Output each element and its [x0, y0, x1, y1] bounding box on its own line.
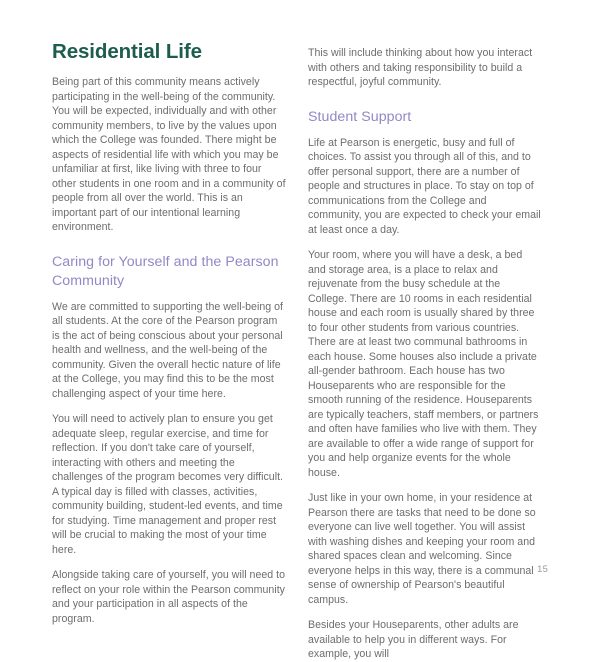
paragraph: Just like in your own home, in your residence at Pearson there are tasks that need to be done so everyone can live well together. You will assist with washing dishes and keeping your room and shared spaces clean and welcoming. Since everyone helps in this way, there is a communal sense of ownership of Pearson's beautiful campus.	[308, 492, 536, 606]
right-column	[308, 40, 542, 660]
paragraph: Alongside taking care of yourself, you will need to reflect on your role within the Pearson community and your participation in all aspects of the program.	[52, 569, 286, 625]
paragraph: Life at Pearson is energetic, busy and full of choices. To assist you through all of this, and to offer personal support, there are a number of people and structures in place. To stay on top of communications from the College and community, you are expected to check your email at least once a day.	[308, 136, 541, 236]
paragraph: Your room, where you will have a desk, a bed and storage area, is a place to relax and rejuvenate from the busy schedule at the College. There are 10 rooms in each residential house and each room is usually shared by three to four other students from various countries. There are at least two communal bathrooms in each house. Some houses also include a private all-gender bathroom. Each house has two Houseparents who are responsible for the smooth running of the residence. Houseparents are typically teachers, staff members, or partners and often have families who live with them. They are available to offer a wide range of support for you and help organize events for the whole house.	[308, 249, 539, 479]
section-heading-student-support: Student Support	[308, 108, 412, 125]
paragraph: Besides your Houseparents, other adults are available to help you in different ways. For example, you will	[308, 619, 519, 660]
section-heading-caring-for-yourself: Caring for Yourself and the Pearson Community	[52, 253, 279, 289]
paragraph: Being part of this community means actively participating in the well-being of the community. You will be expected, individually and with other community members, to live by the values upon which the College was founded. There might be aspects of residential life with which you may be unfamiliar at first, like living with three to four other students in one room and in a community of people from all over the world. This is an important part of our intentional learning environment.	[52, 76, 286, 233]
page-title: Residential Life	[52, 40, 202, 63]
paragraph: We are committed to supporting the well-being of all students. At the core of the Pearson program is the act of being conscious about your personal health and wellness, and the well-being of the community. Given the overall hectic nature of life at the College, you may find this to be the most challenging aspect of your time here.	[52, 300, 284, 400]
paragraph: You will need to actively plan to ensure you get adequate sleep, regular exercise, and time for reflection. If you don't take care of yourself, interacting with others and meeting the challenges of the program becomes very difficult. A typical day is filled with classes, activities, community building, student-led events, and time for studying. Time management and proper rest will be crucial to making the most of your time here.	[52, 413, 284, 556]
page-number: 15	[537, 563, 548, 574]
paragraph-continued: This will include thinking about how you interact with others and taking responsibility to build a respectful, joyful community.	[308, 47, 533, 88]
left-column	[52, 40, 286, 625]
